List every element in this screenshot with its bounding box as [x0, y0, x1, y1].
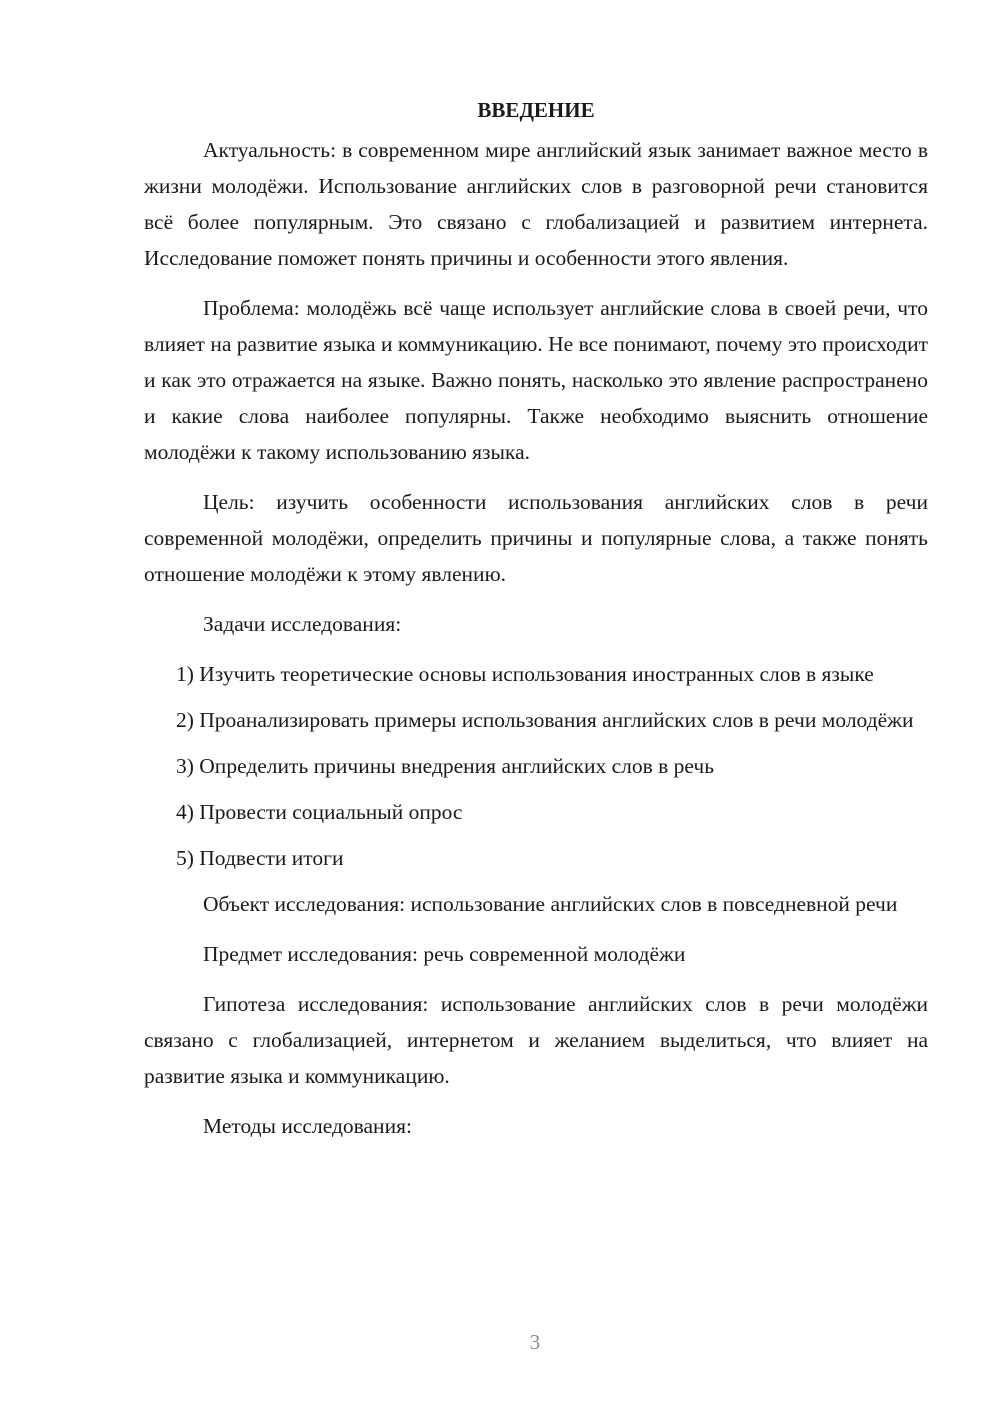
paragraph-object: Объект исследования: использование английских слов в повседневной речи [203, 892, 898, 916]
tasks-heading: Задачи исследования: [203, 612, 402, 636]
task-item-3: 3) Определить причины внедрения английских слов в речь [176, 754, 715, 778]
methods-heading: Методы исследования: [203, 1114, 412, 1138]
paragraph-hypothesis: Гипотеза исследования: использование английских слов в речи молодёжи связано с глобализацией, интернетом и желанием выделиться, что влияет на развитие языка и коммуникацию. [144, 992, 928, 1088]
task-item-1: 1) Изучить теоретические основы использования иностранных слов в языке [176, 662, 874, 686]
section-title: ВВЕДЕНИЕ [477, 98, 595, 122]
paragraph-relevance: Актуальность: в современном мире английский язык занимает важное место в жизни молодёжи. Использование английских слов в разговорной речи становится всё более популярным. Это связано с глобализацией и развитием интернета. Исследование поможет понять причины и особенности этого явления. [144, 138, 928, 270]
paragraph-problem: Проблема: молодёжь всё чаще использует английские слова в своей речи, что влияет на развитие языка и коммуникацию. Не все понимают, почему это происходит и как это отражается на языке. Важно понять, насколько это явление распространено и какие слова наиболее популярны. Также необходимо выяснить отношение молодёжи к такому использованию языка. [144, 296, 928, 464]
paragraph-goal: Цель: изучить особенности использования английских слов в речи современной молодёжи, определить причины и популярные слова, а также понять отношение молодёжи к этому явлению. [144, 490, 928, 586]
task-item-2: 2) Проанализировать примеры использования английских слов в речи молодёжи [176, 708, 914, 732]
page-number: 3 [529, 1330, 541, 1354]
task-item-4: 4) Провести социальный опрос [176, 800, 463, 824]
task-item-5: 5) Подвести итоги [176, 846, 344, 870]
document-page [144, 92, 928, 1158]
paragraph-subject: Предмет исследования: речь современной молодёжи [203, 942, 686, 966]
